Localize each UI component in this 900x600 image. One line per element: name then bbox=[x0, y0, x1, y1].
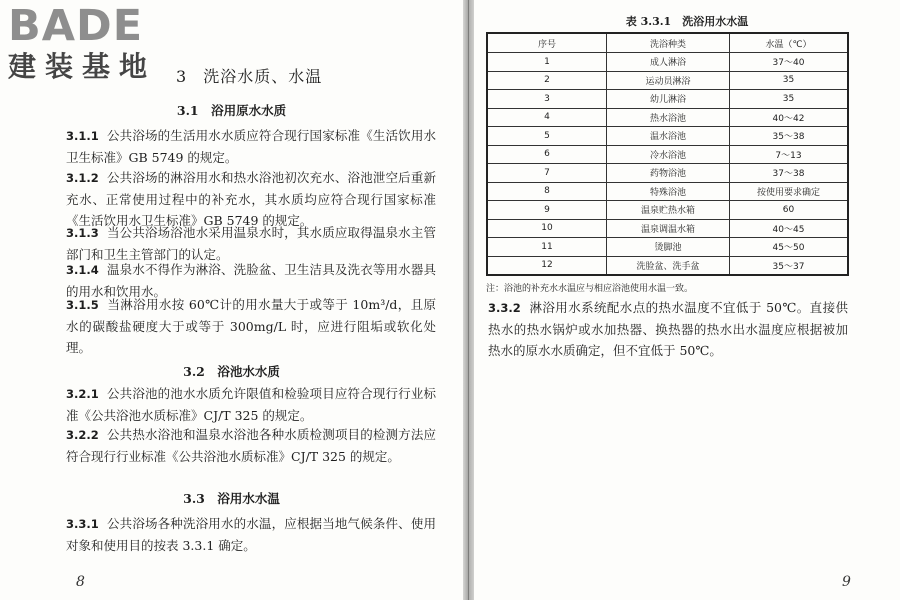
cell-water-temperature: 37～38 bbox=[730, 164, 849, 183]
section-heading-3-3: 3.3 浴用水水温 bbox=[183, 491, 280, 506]
table-row bbox=[487, 71, 848, 90]
table-row bbox=[487, 53, 848, 72]
table-row bbox=[487, 219, 848, 238]
cell-water-temperature: 按使用要求确定 bbox=[730, 182, 849, 201]
cell-index: 10 bbox=[487, 219, 607, 238]
clause-number: 3.3.2 bbox=[488, 301, 521, 315]
water-temperature-table bbox=[486, 32, 849, 276]
clause-text: 温泉水不得作为淋浴、洗脸盆、卫生洁具及洗衣等用水器具的用水和饮用水。 bbox=[66, 262, 436, 299]
clause-text: 公共浴场的淋浴用水和热水浴池初次充水、浴池泄空后重新充水、正常使用过程中的补充水，其水质均应符合现行国家标准《生活饮用水卫生标准》GB 5749 的规定。 bbox=[66, 170, 436, 228]
section-heading-3-2: 3.2 浴池水水质 bbox=[183, 364, 280, 379]
page-divider bbox=[468, 0, 469, 600]
cell-bath-type: 烫脚池 bbox=[607, 238, 730, 257]
cell-index: 11 bbox=[487, 238, 607, 257]
cell-index: 4 bbox=[487, 108, 607, 127]
clause-number: 3.2.1 bbox=[66, 387, 99, 401]
clause-number: 3.2.2 bbox=[66, 428, 99, 442]
cell-bath-type: 幼儿淋浴 bbox=[607, 90, 730, 109]
clause-text: 公共热水浴池和温泉水浴池各种水质检测项目的检测方法应符合现行行业标准《公共浴池水质标准》CJ/T 325 的规定。 bbox=[66, 427, 436, 464]
cell-index: 3 bbox=[487, 90, 607, 109]
clause-text: 公共浴场的生活用水水质应符合现行国家标准《生活饮用水卫生标准》GB 5749 的规定。 bbox=[66, 128, 436, 165]
cell-bath-type: 冷水浴池 bbox=[607, 145, 730, 164]
clause-number: 3.1.2 bbox=[66, 171, 99, 185]
cell-index: 12 bbox=[487, 256, 607, 275]
cell-bath-type: 温水浴池 bbox=[607, 127, 730, 146]
cell-water-temperature: 40～42 bbox=[730, 108, 849, 127]
table-row bbox=[487, 238, 848, 257]
clause-text: 当公共浴场浴池水采用温泉水时，其水质应取得温泉水主管部门和卫生主管部门的认定。 bbox=[66, 225, 436, 262]
cell-water-temperature: 45～50 bbox=[730, 238, 849, 257]
cell-bath-type: 特殊浴池 bbox=[607, 182, 730, 201]
table-row bbox=[487, 201, 848, 220]
logo-text-latin: BADE bbox=[8, 1, 144, 51]
brand-logo bbox=[8, 1, 157, 84]
cell-index: 7 bbox=[487, 164, 607, 183]
cell-water-temperature: 40～45 bbox=[730, 219, 849, 238]
cell-bath-type: 成人淋浴 bbox=[607, 53, 730, 72]
clause-number: 3.3.1 bbox=[66, 517, 99, 531]
cell-index: 2 bbox=[487, 71, 607, 90]
cell-bath-type: 运动员淋浴 bbox=[607, 71, 730, 90]
table-row bbox=[487, 164, 848, 183]
chapter-title bbox=[176, 64, 322, 87]
table-row bbox=[487, 108, 848, 127]
table-row bbox=[487, 256, 848, 275]
table-note: 注：浴池的补充水水温应与相应浴池使用水温一致。 bbox=[486, 284, 694, 294]
clause-text: 淋浴用水系统配水点的热水温度不宜低于 50℃。直接供热水的热水锅炉或水加热器、换热器的热水出水温度应根据被加热水的原水水质确定，但不宜低于 50℃。 bbox=[488, 300, 848, 358]
cell-index: 9 bbox=[487, 201, 607, 220]
clause-text: 公共浴场各种洗浴用水的水温，应根据当地气候条件、使用对象和使用目的按表 3.3.1 确定。 bbox=[66, 516, 436, 553]
cell-water-temperature: 60 bbox=[730, 201, 849, 220]
page-number-left: 8 bbox=[76, 574, 85, 590]
cell-water-temperature: 7～13 bbox=[730, 145, 849, 164]
table-row bbox=[487, 127, 848, 146]
clause-text: 公共浴池的池水水质允许限值和检验项目应符合现行行业标准《公共浴池水质标准》CJ/T 325 的规定。 bbox=[66, 386, 436, 423]
chapter-title-text: 洗浴水质、水温 bbox=[203, 67, 323, 86]
header-bath-type: 洗浴种类 bbox=[607, 33, 730, 53]
clause-text: 当淋浴用水按 60℃计的用水量大于或等于 10m³/d，且原水的碳酸盐硬度大于或等于 300mg/L 时，应进行阻垢或软化处理。 bbox=[66, 297, 436, 355]
header-index: 序号 bbox=[487, 33, 607, 53]
clause-3-1-5 bbox=[66, 294, 436, 358]
clause-3-3-1 bbox=[66, 513, 436, 556]
page-number-right: 9 bbox=[842, 574, 851, 590]
header-water-temperature: 水温（℃） bbox=[730, 33, 849, 53]
right-page bbox=[474, 0, 900, 600]
cell-water-temperature: 35～38 bbox=[730, 127, 849, 146]
clause-number: 3.1.5 bbox=[66, 298, 99, 312]
cell-bath-type: 药物浴池 bbox=[607, 164, 730, 183]
cell-index: 5 bbox=[487, 127, 607, 146]
chapter-number: 3 bbox=[176, 67, 188, 86]
table-header-row bbox=[487, 33, 848, 53]
clause-number: 3.1.3 bbox=[66, 226, 99, 240]
cell-index: 8 bbox=[487, 182, 607, 201]
clause-3-2-1 bbox=[66, 383, 436, 426]
clause-3-3-2 bbox=[488, 297, 848, 361]
cell-bath-type: 温泉贮热水箱 bbox=[607, 201, 730, 220]
cell-bath-type: 热水浴池 bbox=[607, 108, 730, 127]
table-row bbox=[487, 145, 848, 164]
cell-water-temperature: 35～37 bbox=[730, 256, 849, 275]
clause-3-2-2 bbox=[66, 424, 436, 467]
cell-index: 1 bbox=[487, 53, 607, 72]
cell-water-temperature: 35 bbox=[730, 71, 849, 90]
clause-number: 3.1.4 bbox=[66, 263, 99, 277]
cell-water-temperature: 37～40 bbox=[730, 53, 849, 72]
clause-number: 3.1.1 bbox=[66, 129, 99, 143]
cell-index: 6 bbox=[487, 145, 607, 164]
table-caption: 表 3.3.1 洗浴用水水温 bbox=[625, 15, 749, 28]
section-heading-3-1: 3.1 浴用原水水质 bbox=[176, 103, 287, 118]
logo-text-chinese: 建装基地 bbox=[8, 50, 157, 83]
table-row bbox=[487, 90, 848, 109]
clause-3-1-1 bbox=[66, 125, 436, 168]
table-row bbox=[487, 182, 848, 201]
cell-bath-type: 温泉调温水箱 bbox=[607, 219, 730, 238]
cell-water-temperature: 35 bbox=[730, 90, 849, 109]
cell-bath-type: 洗脸盆、洗手盆 bbox=[607, 256, 730, 275]
